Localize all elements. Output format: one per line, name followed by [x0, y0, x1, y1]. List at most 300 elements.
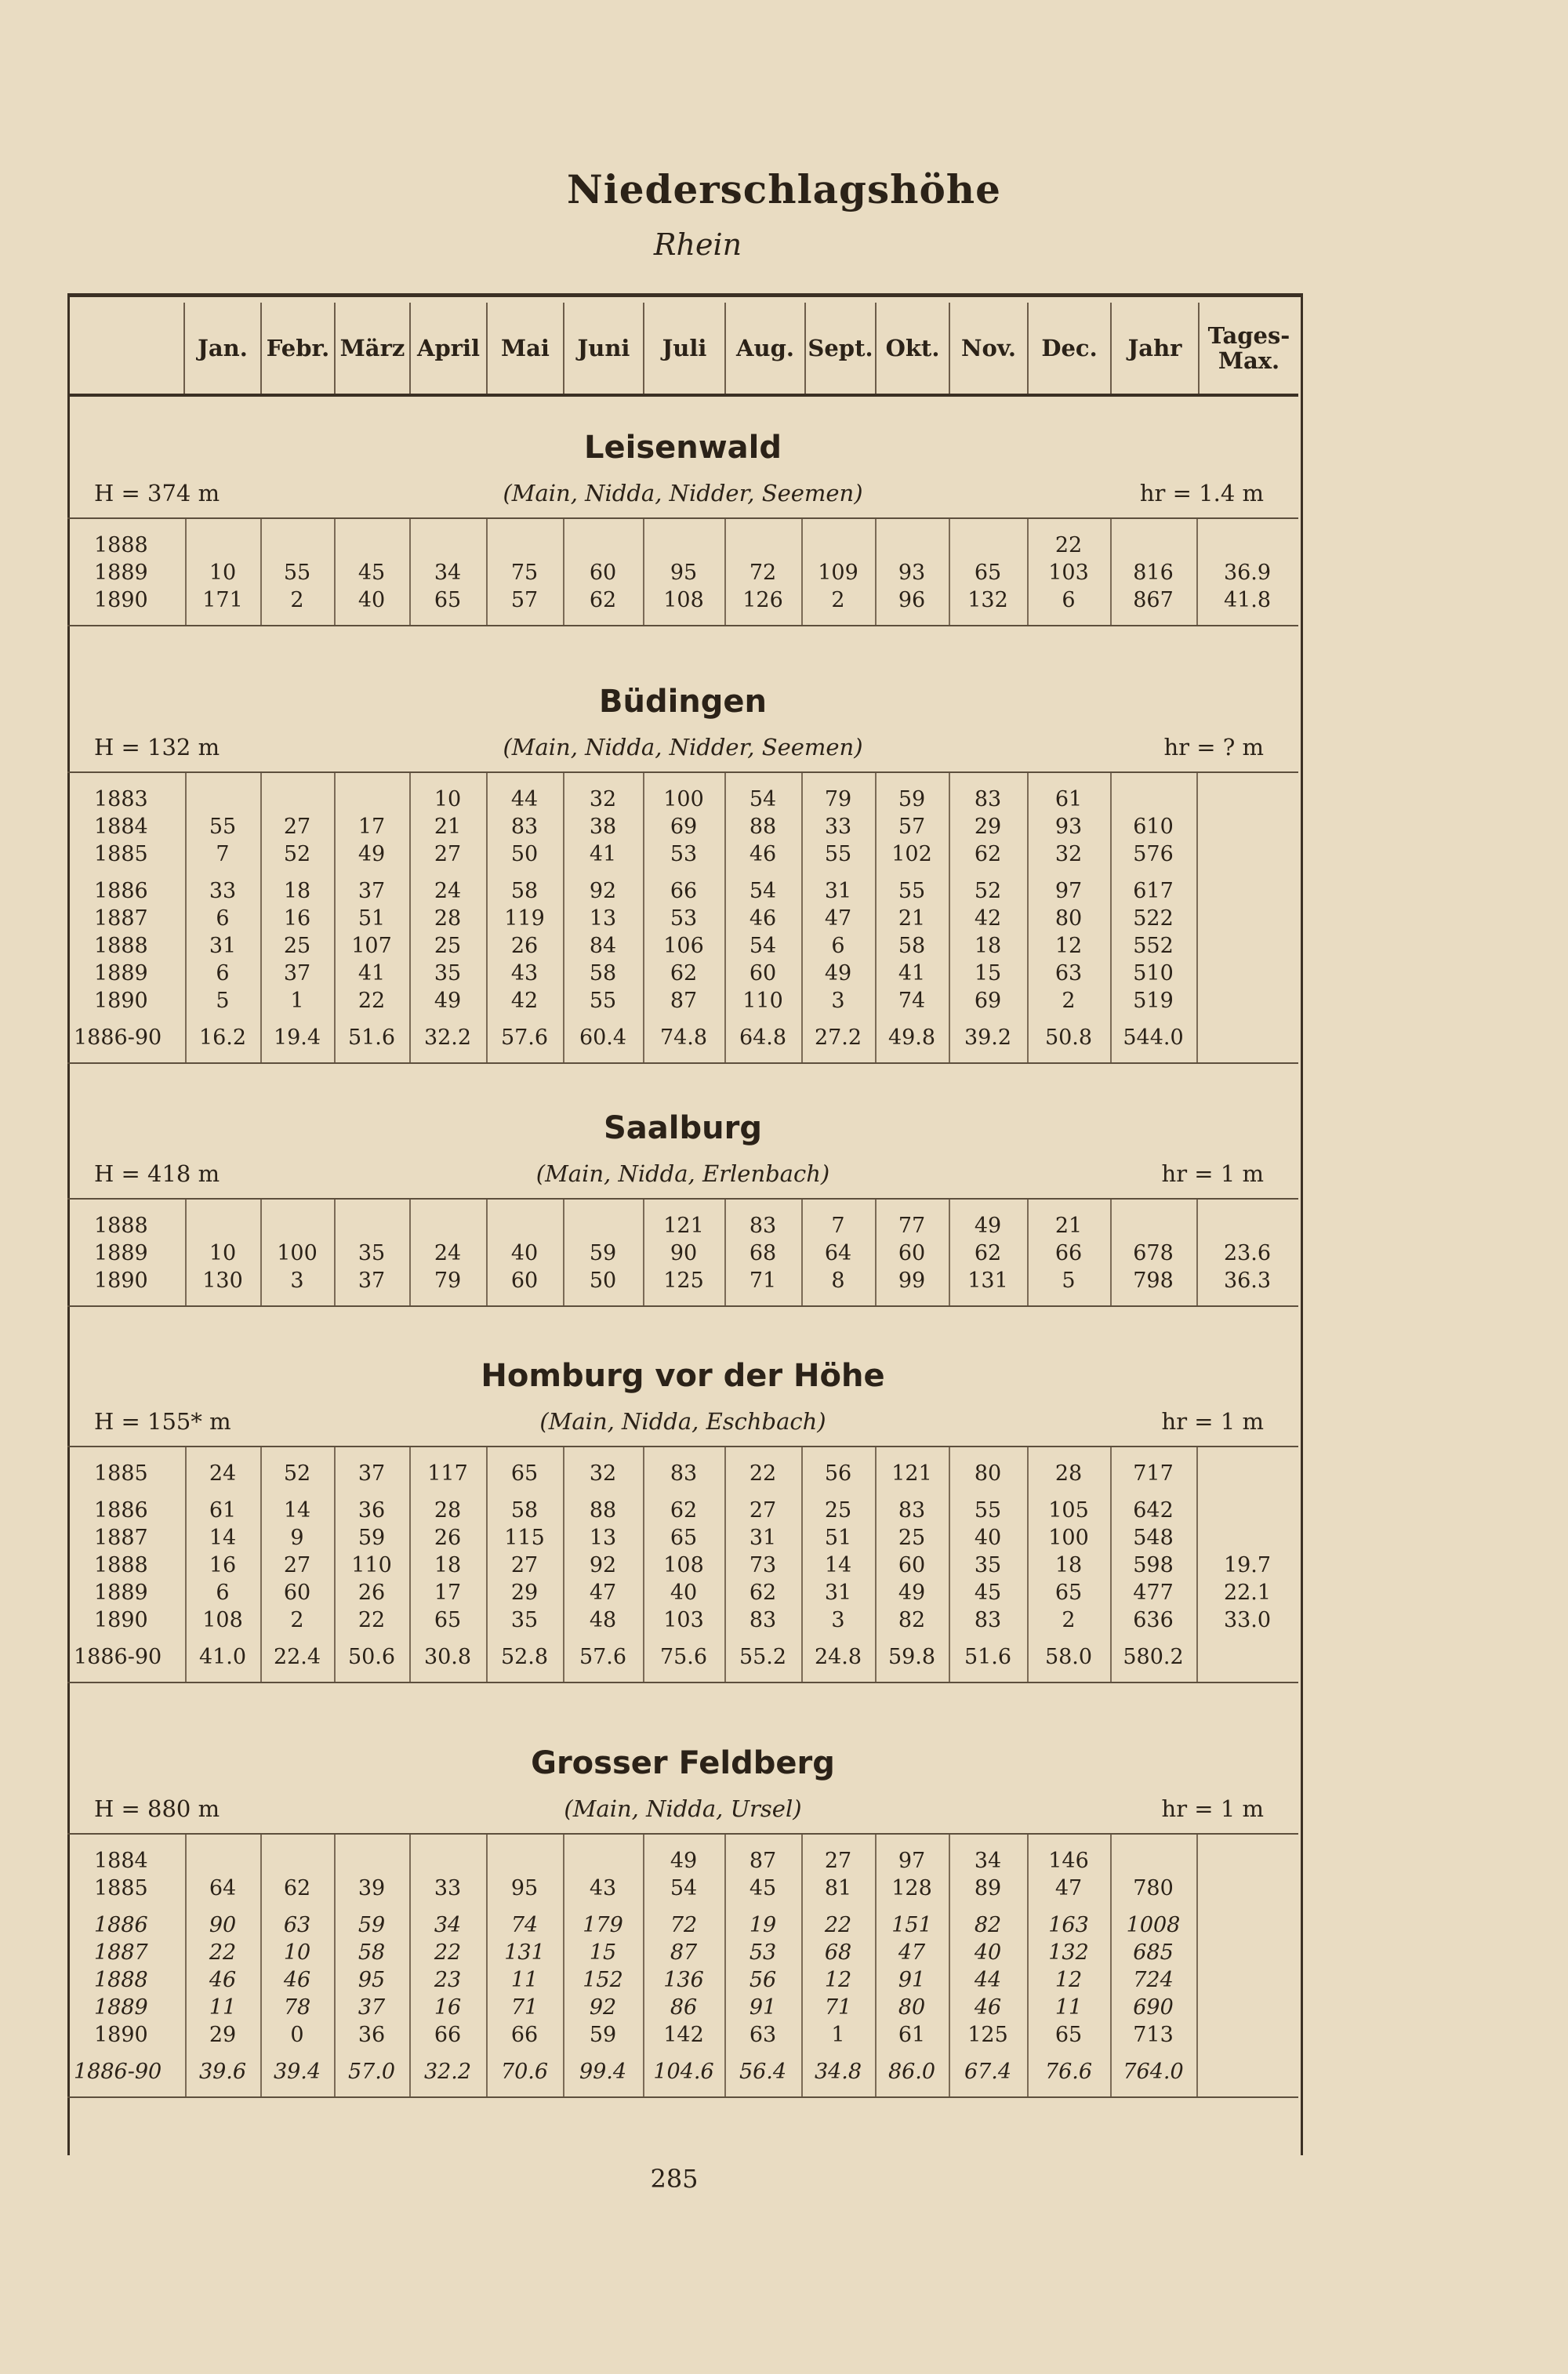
block-column-lines [67, 773, 1298, 1062]
block-bottom-rule [67, 1305, 1298, 1307]
column-line [486, 773, 488, 1062]
value-cell: 598 [1133, 1553, 1174, 1577]
column-line [801, 519, 803, 625]
value-cell: 10 [434, 787, 462, 811]
value-cell: 49.8 [887, 1025, 936, 1050]
value-cell: 713 [1133, 2023, 1174, 2047]
value-cell: 32.2 [423, 1025, 472, 1050]
value-cell: 52 [283, 842, 311, 866]
value-cell: 80 [974, 1461, 1002, 1486]
value-cell: 64.8 [739, 1025, 787, 1050]
station-hr: hr = 1 m [1161, 1408, 1264, 1435]
value-cell: 71 [510, 1995, 539, 2020]
value-cell: 39.6 [198, 2060, 247, 2084]
value-cell: 636 [1133, 1608, 1174, 1632]
value-cell: 42 [510, 989, 539, 1013]
value-cell: 108 [663, 588, 704, 612]
column-line [563, 519, 564, 625]
value-cell: 90 [670, 1241, 698, 1265]
value-cell: 2 [1062, 1608, 1076, 1632]
value-cell: 100 [663, 787, 704, 811]
value-cell: 83 [510, 815, 539, 839]
value-cell: 51.6 [964, 1645, 1012, 1669]
value-cell: 519 [1133, 989, 1174, 1013]
value-cell: 63 [1054, 961, 1083, 986]
column-header: Juli [643, 303, 724, 394]
column-line [334, 773, 336, 1062]
block-column-lines [67, 519, 1298, 625]
value-cell: 22.4 [273, 1645, 321, 1669]
station-height: H = 155* m [94, 1408, 231, 1435]
value-cell: 717 [1133, 1461, 1174, 1486]
value-cell: 151 [891, 1913, 932, 1937]
column-line [1110, 773, 1112, 1062]
value-cell: 60 [749, 961, 777, 986]
station-rivers: (Main, Nidda, Ursel) [564, 1795, 802, 1822]
value-cell: 117 [427, 1461, 468, 1486]
value-cell: 13 [589, 906, 617, 931]
value-cell: 55 [589, 989, 617, 1013]
column-line [875, 519, 877, 625]
value-cell: 14 [824, 1553, 852, 1577]
value-cell: 10 [209, 1241, 237, 1265]
value-cell: 50.8 [1044, 1025, 1093, 1050]
value-cell: 49 [434, 989, 462, 1013]
value-cell: 69 [974, 989, 1002, 1013]
value-cell: 61 [209, 1498, 237, 1523]
value-cell: 57 [510, 588, 539, 612]
column-line [949, 1447, 950, 1682]
value-cell: 44 [974, 1968, 1002, 1992]
value-cell: 867 [1133, 588, 1174, 612]
column-line [409, 1447, 411, 1682]
value-cell: 11 [1054, 1995, 1083, 2020]
value-cell: 131 [967, 1269, 1008, 1293]
column-line [563, 1200, 564, 1305]
value-cell: 617 [1133, 879, 1174, 903]
column-line [949, 519, 950, 625]
value-cell: 45 [749, 1876, 777, 1900]
value-cell: 71 [824, 1995, 852, 2020]
value-cell: 47 [1054, 1876, 1083, 1900]
value-cell: 66 [1054, 1241, 1083, 1265]
value-cell: 24 [434, 879, 462, 903]
column-header: Juni [563, 303, 643, 394]
value-cell: 34.8 [814, 2060, 862, 2084]
column-header: Aug. [724, 303, 804, 394]
block-bottom-rule [67, 2096, 1298, 2098]
station-hr: hr = 1 m [1161, 1160, 1264, 1187]
column-header: Sept. [804, 303, 875, 394]
column-line [1196, 1447, 1198, 1682]
column-line [1027, 1447, 1029, 1682]
value-cell: 798 [1133, 1269, 1174, 1293]
value-cell: 12 [1054, 1968, 1083, 1992]
column-line [486, 1447, 488, 1682]
value-cell: 82 [898, 1608, 926, 1632]
value-cell: 163 [1048, 1913, 1089, 1937]
value-cell: 32.2 [423, 2060, 472, 2084]
station-hr: hr = 1.4 m [1139, 480, 1264, 506]
column-header: April [409, 303, 486, 394]
value-cell: 84 [589, 934, 617, 958]
year-cell: 1885 [94, 1876, 148, 1900]
value-cell: 55 [974, 1498, 1002, 1523]
value-cell: 119 [504, 906, 545, 931]
value-cell: 7 [831, 1214, 845, 1238]
value-cell: 100 [1048, 1526, 1089, 1550]
column-line [563, 1835, 564, 2096]
value-cell: 31 [824, 879, 852, 903]
value-cell: 72 [749, 561, 777, 585]
value-cell: 5 [216, 989, 230, 1013]
value-cell: 642 [1133, 1498, 1174, 1523]
value-cell: 60 [898, 1241, 926, 1265]
value-cell: 97 [898, 1849, 926, 1873]
column-line [486, 1200, 488, 1305]
column-line [185, 773, 187, 1062]
value-cell: 58 [358, 1940, 386, 1965]
value-cell: 115 [504, 1526, 545, 1550]
value-cell: 49 [898, 1581, 926, 1605]
value-cell: 50.6 [347, 1645, 396, 1669]
value-cell: 57 [898, 815, 926, 839]
value-cell: 86.0 [887, 2060, 936, 2084]
value-cell: 22 [434, 1940, 462, 1965]
value-cell: 3 [831, 1608, 845, 1632]
value-cell: 48 [589, 1608, 617, 1632]
value-cell: 18 [283, 879, 311, 903]
value-cell: 62 [589, 588, 617, 612]
column-line [1110, 1447, 1112, 1682]
value-cell: 95 [510, 1876, 539, 1900]
value-cell: 40 [974, 1526, 1002, 1550]
year-cell: 1883 [94, 787, 148, 811]
value-cell: 1 [831, 2023, 845, 2047]
value-cell: 724 [1133, 1968, 1174, 1992]
block-bottom-rule [67, 625, 1298, 626]
year-cell: 1890 [94, 588, 148, 612]
value-cell: 74.8 [659, 1025, 708, 1050]
value-cell: 91 [898, 1968, 926, 1992]
value-cell: 80 [898, 1995, 926, 2020]
value-cell: 23 [434, 1968, 462, 1992]
page-subtitle: Rhein [653, 227, 742, 262]
column-line [334, 1200, 336, 1305]
value-cell: 63 [749, 2023, 777, 2047]
value-cell: 58 [510, 1498, 539, 1523]
column-line [1196, 519, 1198, 625]
value-cell: 88 [749, 815, 777, 839]
value-cell: 62 [749, 1581, 777, 1605]
value-cell: 6 [216, 961, 230, 986]
value-cell: 9 [290, 1526, 304, 1550]
value-cell: 40 [358, 588, 386, 612]
value-cell: 79 [434, 1269, 462, 1293]
column-line [643, 519, 644, 625]
column-header: Dec. [1027, 303, 1110, 394]
value-cell: 580.2 [1123, 1645, 1184, 1669]
column-line [563, 773, 564, 1062]
value-cell: 53 [749, 1940, 777, 1965]
station-hr: hr = 1 m [1161, 1795, 1264, 1822]
year-cell: 1887 [94, 1526, 148, 1550]
column-header: Jan. [183, 303, 260, 394]
year-cell: 1886 [94, 1498, 148, 1523]
value-cell: 93 [898, 561, 926, 585]
column-line [260, 1447, 262, 1682]
value-cell: 16.2 [198, 1025, 247, 1050]
value-cell: 79 [824, 787, 852, 811]
year-cell: 1890 [94, 989, 148, 1013]
value-cell: 60 [589, 561, 617, 585]
value-cell: 83 [898, 1498, 926, 1523]
station-rivers: (Main, Nidda, Erlenbach) [535, 1160, 830, 1187]
value-cell: 780 [1133, 1876, 1174, 1900]
column-line [334, 1447, 336, 1682]
year-cell: 1884 [94, 815, 148, 839]
station-height: H = 374 m [94, 480, 220, 506]
value-cell: 59 [589, 1241, 617, 1265]
value-cell: 103 [663, 1608, 704, 1632]
year-cell: 1888 [94, 1214, 148, 1238]
value-cell: 56.4 [739, 2060, 787, 2084]
column-line [409, 519, 411, 625]
value-cell: 152 [583, 1968, 623, 1992]
value-cell: 23.6 [1223, 1241, 1272, 1265]
value-cell: 83 [974, 1608, 1002, 1632]
value-cell: 24.8 [814, 1645, 862, 1669]
year-cell: 1886-90 [74, 1025, 162, 1050]
value-cell: 33.0 [1223, 1608, 1272, 1632]
value-cell: 28 [434, 906, 462, 931]
value-cell: 51.6 [347, 1025, 396, 1050]
value-cell: 105 [1048, 1498, 1089, 1523]
station-rivers: (Main, Nidda, Eschbach) [539, 1408, 826, 1435]
value-cell: 16 [209, 1553, 237, 1577]
value-cell: 40 [670, 1581, 698, 1605]
column-line [1027, 1200, 1029, 1305]
year-cell: 1886 [94, 879, 148, 903]
column-line [185, 519, 187, 625]
value-cell: 46 [283, 1968, 311, 1992]
value-cell: 36.3 [1223, 1269, 1272, 1293]
value-cell: 83 [749, 1214, 777, 1238]
column-line [801, 1200, 803, 1305]
value-cell: 49 [824, 961, 852, 986]
value-cell: 96 [898, 588, 926, 612]
value-cell: 58 [898, 934, 926, 958]
value-cell: 22 [749, 1461, 777, 1486]
column-line [949, 1200, 950, 1305]
value-cell: 52 [283, 1461, 311, 1486]
value-cell: 88 [589, 1498, 617, 1523]
value-cell: 6 [216, 906, 230, 931]
value-cell: 92 [589, 1995, 617, 2020]
value-cell: 18 [974, 934, 1002, 958]
value-cell: 60 [283, 1581, 311, 1605]
value-cell: 58 [589, 961, 617, 986]
value-cell: 27 [283, 815, 311, 839]
year-cell: 1889 [94, 1581, 148, 1605]
value-cell: 50 [589, 1269, 617, 1293]
column-line [185, 1835, 187, 2096]
value-cell: 26 [510, 934, 539, 958]
value-cell: 125 [663, 1269, 704, 1293]
column-line [643, 1835, 644, 2096]
value-cell: 29 [510, 1581, 539, 1605]
year-cell: 1886-90 [74, 2060, 162, 2084]
value-cell: 59 [898, 787, 926, 811]
value-cell: 53 [670, 906, 698, 931]
value-cell: 36 [358, 1498, 386, 1523]
value-cell: 35 [974, 1553, 1002, 1577]
value-cell: 68 [749, 1241, 777, 1265]
value-cell: 59 [589, 2023, 617, 2047]
value-cell: 81 [824, 1876, 852, 1900]
value-cell: 39.2 [964, 1025, 1012, 1050]
header-year-cell [67, 303, 183, 394]
column-line [949, 773, 950, 1062]
value-cell: 55 [283, 561, 311, 585]
value-cell: 89 [974, 1876, 1002, 1900]
value-cell: 0 [290, 2023, 304, 2047]
column-line [1196, 773, 1198, 1062]
block-column-lines [67, 1835, 1298, 2096]
value-cell: 46 [974, 1995, 1002, 2020]
value-cell: 576 [1133, 842, 1174, 866]
column-line [949, 1835, 950, 2096]
station-name: Saalburg [604, 1110, 762, 1146]
value-cell: 40 [974, 1940, 1002, 1965]
value-cell: 19.7 [1223, 1553, 1272, 1577]
value-cell: 14 [209, 1526, 237, 1550]
value-cell: 522 [1133, 906, 1174, 931]
value-cell: 171 [202, 588, 243, 612]
block-bottom-rule [67, 1062, 1298, 1064]
value-cell: 610 [1133, 815, 1174, 839]
value-cell: 11 [209, 1995, 237, 2020]
value-cell: 25 [824, 1498, 852, 1523]
year-cell: 1885 [94, 1461, 148, 1486]
value-cell: 50 [510, 842, 539, 866]
value-cell: 18 [434, 1553, 462, 1577]
value-cell: 126 [742, 588, 783, 612]
block-bottom-rule [67, 1682, 1298, 1683]
value-cell: 8 [831, 1269, 845, 1293]
column-line [643, 1200, 644, 1305]
value-cell: 37 [358, 1269, 386, 1293]
value-cell: 78 [283, 1995, 311, 2020]
value-cell: 99 [898, 1269, 926, 1293]
value-cell: 41 [589, 842, 617, 866]
value-cell: 43 [589, 1876, 617, 1900]
value-cell: 83 [670, 1461, 698, 1486]
value-cell: 142 [663, 2023, 704, 2047]
value-cell: 55 [824, 842, 852, 866]
value-cell: 60 [898, 1553, 926, 1577]
value-cell: 47 [824, 906, 852, 931]
column-line [724, 773, 726, 1062]
page-number: 285 [650, 2164, 699, 2194]
value-cell: 510 [1133, 961, 1174, 986]
value-cell: 55.2 [739, 1645, 787, 1669]
value-cell: 7 [216, 842, 230, 866]
value-cell: 19 [749, 1913, 777, 1937]
value-cell: 86 [670, 1995, 698, 2020]
column-line [185, 1200, 187, 1305]
value-cell: 102 [891, 842, 932, 866]
station-name: Grosser Feldberg [531, 1745, 835, 1781]
year-cell: 1888 [94, 533, 148, 557]
value-cell: 136 [663, 1968, 704, 1992]
station-height: H = 418 m [94, 1160, 220, 1187]
value-cell: 27.2 [814, 1025, 862, 1050]
value-cell: 54 [749, 879, 777, 903]
year-cell: 1889 [94, 961, 148, 986]
value-cell: 15 [974, 961, 1002, 986]
value-cell: 764.0 [1123, 2060, 1184, 2084]
value-cell: 37 [283, 961, 311, 986]
column-line [801, 1447, 803, 1682]
value-cell: 16 [434, 1995, 462, 2020]
value-cell: 29 [974, 815, 1002, 839]
value-cell: 27 [824, 1849, 852, 1873]
value-cell: 43 [510, 961, 539, 986]
value-cell: 35 [358, 1241, 386, 1265]
value-cell: 41.0 [198, 1645, 247, 1669]
value-cell: 12 [824, 1968, 852, 1992]
value-cell: 24 [209, 1461, 237, 1486]
value-cell: 2 [290, 588, 304, 612]
year-cell: 1887 [94, 906, 148, 931]
value-cell: 16 [283, 906, 311, 931]
value-cell: 26 [358, 1581, 386, 1605]
value-cell: 1 [290, 989, 304, 1013]
value-cell: 2 [290, 1608, 304, 1632]
value-cell: 51 [358, 906, 386, 931]
value-cell: 56 [749, 1968, 777, 1992]
value-cell: 74 [510, 1913, 539, 1937]
column-line [1027, 519, 1029, 625]
column-line [875, 773, 877, 1062]
column-line [724, 519, 726, 625]
column-line [1110, 1200, 1112, 1305]
value-cell: 121 [891, 1461, 932, 1486]
value-cell: 108 [202, 1608, 243, 1632]
value-cell: 27 [283, 1553, 311, 1577]
column-line [260, 773, 262, 1062]
value-cell: 33 [209, 879, 237, 903]
value-cell: 60 [510, 1269, 539, 1293]
value-cell: 76.6 [1044, 2060, 1093, 2084]
year-cell: 1890 [94, 1269, 148, 1293]
station-height: H = 880 m [94, 1795, 220, 1822]
column-line [724, 1447, 726, 1682]
column-line [643, 773, 644, 1062]
value-cell: 65 [974, 561, 1002, 585]
value-cell: 62 [974, 1241, 1002, 1265]
column-line [724, 1835, 726, 2096]
value-cell: 41 [358, 961, 386, 986]
value-cell: 61 [1054, 787, 1083, 811]
value-cell: 57.6 [500, 1025, 549, 1050]
value-cell: 58.0 [1044, 1645, 1093, 1669]
column-line [875, 1447, 877, 1682]
value-cell: 37 [358, 1461, 386, 1486]
value-cell: 24 [434, 1241, 462, 1265]
value-cell: 33 [824, 815, 852, 839]
